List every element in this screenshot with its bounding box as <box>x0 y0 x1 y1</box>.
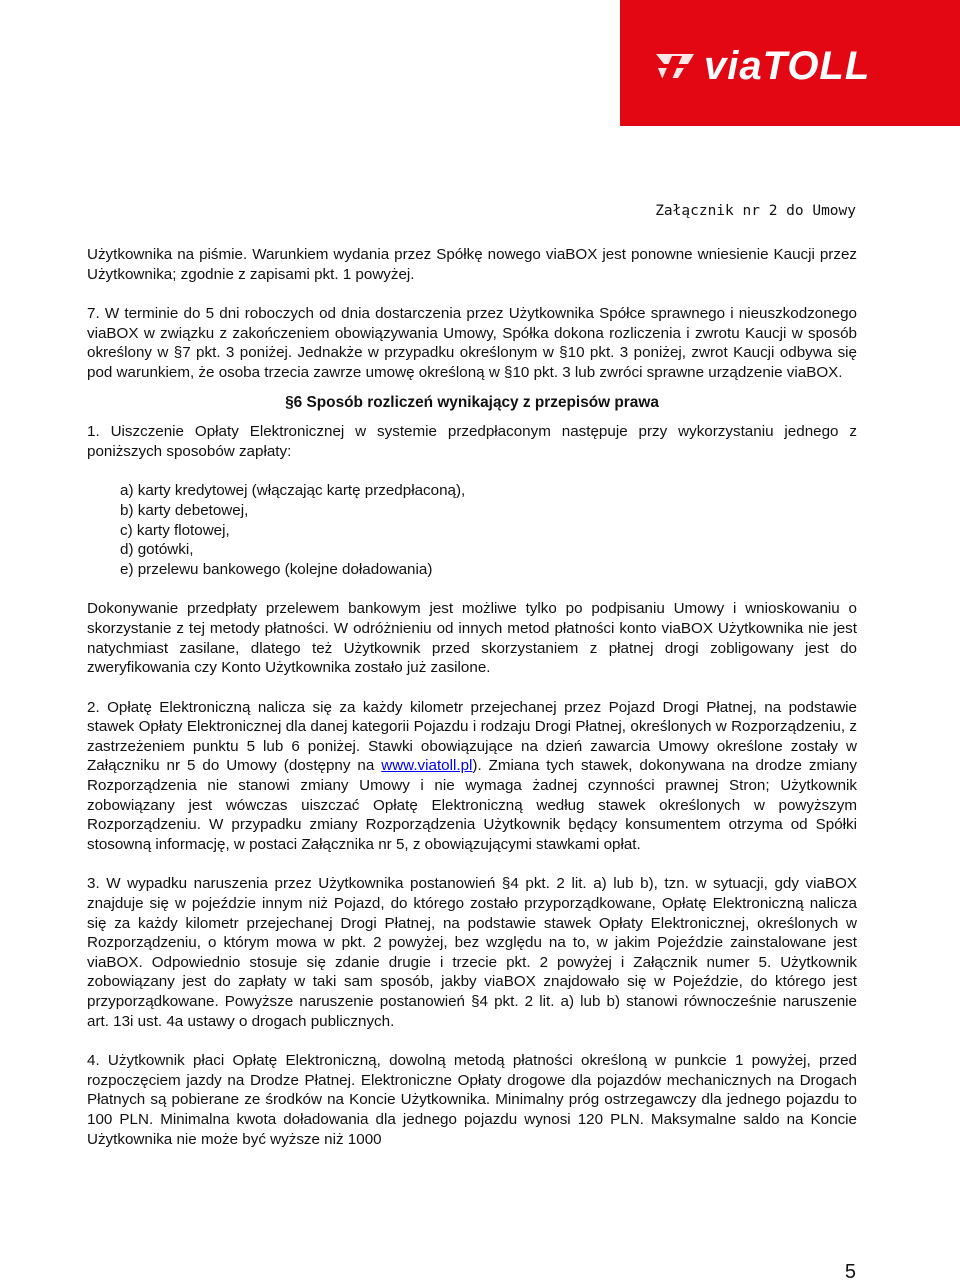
page-number: 5 <box>844 1261 856 1283</box>
paragraph-2 <box>87 698 857 855</box>
paragraph-transfer: Dokonywanie przedpłaty przelewem bankowym jest możliwe tylko po podpisaniu Umowy i wnioskowaniu o skorzystanie z tej metody płatności. W odróżnieniu od innych metod płatności konto viaBOX Użytkownika nie jest natychmiast zasilane, dlatego też Użytkownik przed skorzystaniem z płatnej drogi zobligowany jest do zweryfikowania czy Konto Użytkownika zostało już zasilone. <box>87 600 857 677</box>
list-item: d) gotówki, <box>120 541 194 559</box>
document-body <box>87 245 857 1149</box>
paragraph-7: 7. W terminie do 5 dni roboczych od dnia dostarczenia przez Użytkownika Spółce sprawnego i nieuszkodzonego viaBOX w związku z zakończeniem obowiązywania Umowy, Spółka dokona rozliczenia i zwrotu Kaucji w sposób określony w §7 pkt. 3 poniżej. Jednakże w przypadku określonym w §10 pkt. 3 poniżej, zwrot Kaucji odbywa się pod warunkiem, że osoba trzecia zawrze umowę określoną w §10 pkt. 3 lub zwróci sprawne urządzenie viaBOX. <box>87 305 857 381</box>
viatoll-website-link[interactable]: www.viatoll.pl <box>381 757 473 775</box>
list-item: c) karty flotowej, <box>120 521 230 539</box>
payment-methods-list <box>120 481 857 579</box>
paragraph-2-text-a: 2. Opłatę Elektroniczną nalicza się za każdy kilometr przejechanej przez Pojazd Drogi Płatnej, na podstawie stawek Opłaty Elektronicznej dla danej kategorii Pojazdu i rodzaju Drogi Płatnej, określonych w Rozporządzeniu, z zastrzeżeniem punktu 5 lub 6 poniżej. Stawki obowiązujące na dzień zawarcia Umowy określone zostały w Załączniku nr 5 do Umowy (dostępny na <box>87 698 857 775</box>
section-title: §6 Sposób rozliczeń wynikający z przepisów prawa <box>285 393 659 411</box>
annex-label: Załącznik nr 2 do Umowy <box>655 203 856 219</box>
list-item: b) karty debetowej, <box>120 501 249 519</box>
paragraph-intro: Użytkownika na piśmie. Warunkiem wydania przez Spółkę nowego viaBOX jest ponowne wniesienie Kaucji przez Użytkownika; zgodnie z zapisami pkt. 1 powyżej. <box>87 246 857 283</box>
paragraph-1: 1. Uiszczenie Opłaty Elektronicznej w systemie przedpłaconym następuje przy wykorzystaniu jednego z poniższych sposobów zapłaty: <box>87 423 857 460</box>
list-item: a) karty kredytowej (włączając kartę przedpłaconą), <box>120 482 466 500</box>
paragraph-3: 3. W wypadku naruszenia przez Użytkownika postanowień §4 pkt. 2 lit. a) lub b), tzn. w sytuacji, gdy viaBOX znajduje się w pojeździe innym niż Pojazd, do którego zostało przyporządkowane, Opłatę Elektroniczną nalicza się za każdy kilometr przejechanej Drogi Płatnej, na podstawie stawek Opłaty Elektronicznej, określonych w Rozporządzeniu, o którym mowa w pkt. 2 powyżej, bez względu na to, w jakim Pojeździe zainstalowane jest viaBOX. Odpowiednio stosuje się zdanie drugie i trzecie pkt. 2 powyżej i Załącznik numer 5. Użytkownik zobowiązany jest do zapłaty w taki sam sposób, jakby viaBOX znajdowało się w Pojeździe, do którego jest przyporządkowane. Powyższe naruszenie postanowień §4 pkt. 2 lit. a) lub b) stanowi równocześnie naruszenie art. 13i ust. 4a ustawy o drogach publicznych. <box>87 875 857 1030</box>
logo-text: viaTOLL <box>704 44 871 88</box>
brand-logo-bar <box>620 0 960 126</box>
list-item: e) przelewu bankowego (kolejne doładowania) <box>120 560 433 578</box>
paragraph-4: 4. Użytkownik płaci Opłatę Elektroniczną, dowolną metodą płatności określoną w punkcie 1 powyżej, przed rozpoczęciem jazdy na Drodze Płatnej. Elektroniczne Opłaty drogowe dla pojazdów mechanicznych na Drogach Płatnych są pobierane ze środków na Koncie Użytkownika. Minimalny próg ostrzegawczy dla jednego pojazdu to 100 PLN. Minimalna kwota doładowania dla jednego pojazdu wynosi 120 PLN. Maksymalne saldo na Koncie Użytkownika nie może być wyższe niż 1000 <box>87 1052 857 1148</box>
paragraph-2-text-b: ). Zmiana tych stawek, dokonywana na drodze zmiany Rozporządzenia nie stanowi zmiany Umowy i nie wymaga żadnej czynności prawnej Stron; Użytkownik zobowiązany jest wówczas uiszczać Opłatę Elektroniczną według stawek określonych w powyższym Rozporządzeniu. W przypadku zmiany Rozporządzenia Użytkownik będący konsumentem otrzyma od Spółki stosowną informację, w postaci Załącznika nr 5, z obowiązującymi stawkami opłat. <box>87 757 857 853</box>
